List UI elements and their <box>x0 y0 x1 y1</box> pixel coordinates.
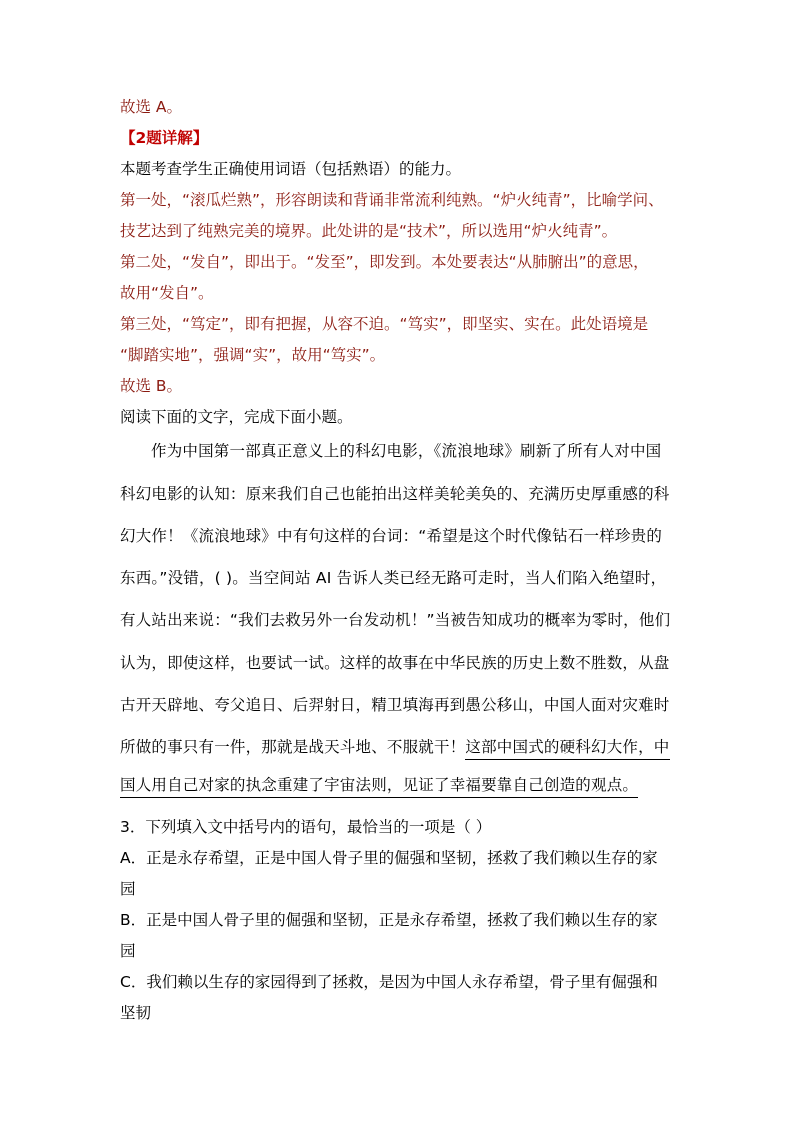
option-c-line-2: 坚韧 <box>120 1004 152 1022</box>
option-a-line-1: A．正是永存希望，正是中国人骨子里的倔强和坚韧，拯救了我们赖以生存的家 <box>120 849 658 867</box>
underlined-sentence-start: 这部中国式的硬科幻大作，中 <box>465 738 669 760</box>
analysis-point-1-line-2: 技艺达到了纯熟完美的境界。此处讲的是“技术”，所以选用“炉火纯青”。 <box>120 222 618 240</box>
passage-line-5: 有人站出来说：“我们去救另外一台发动机！”当被告知成功的概率为零时，他们 <box>120 611 671 629</box>
section-title: 【2题详解】 <box>120 129 209 147</box>
passage-line-7: 古开天辟地、夸父追日、后羿射日，精卫填海再到愚公移山，中国人面对灾难时 <box>120 696 670 714</box>
passage-line-2: 科幻电影的认知：原来我们自己也能拍出这样美轮美奂的、充满历史厚重感的科 <box>120 485 670 503</box>
analysis-point-2-line-1: 第二处，“发自”，即出于。“发至”，即发到。本处要表达“从肺腑出”的意思， <box>120 253 649 271</box>
passage-line-8 <box>120 737 670 757</box>
analysis-point-1-line-1: 第一处，“滚瓜烂熟”，形容朗读和背诵非常流利纯熟。“炉火纯青”，比喻学问、 <box>120 191 664 209</box>
passage-line-4: 东西。”没错，( )。当空间站 AI 告诉人类已经无路可走时，当人们陷入绝望时， <box>120 569 667 587</box>
analysis-intro: 本题考查学生正确使用词语（包括熟语）的能力。 <box>120 160 462 178</box>
option-b-line-2: 园 <box>120 942 136 960</box>
answer-choose-b: 故选 B。 <box>120 377 183 395</box>
analysis-point-2-line-2: 故用“发自”。 <box>120 284 214 302</box>
option-b-line-1: B．正是中国人骨子里的倔强和坚韧，正是永存希望，拯救了我们赖以生存的家 <box>120 911 658 929</box>
analysis-point-3-line-1: 第三处，“笃定”，即有把握，从容不迫。“笃实”，即坚实、实在。此处语境是 <box>120 315 649 333</box>
passage-line-8-text: 所做的事只有一件，那就是战天斗地、不服就干！ <box>120 738 466 756</box>
option-a-line-2: 园 <box>120 880 136 898</box>
answer-choose-a: 故选 A。 <box>120 98 183 116</box>
passage-line-6: 认为，即使这样，也要试一试。这样的故事在中华民族的历史上数不胜数，从盘 <box>120 654 670 672</box>
passage-line-9 <box>120 775 638 795</box>
reading-instruction: 阅读下面的文字，完成下面小题。 <box>120 408 353 426</box>
passage-line-1: 作为中国第一部真正意义上的科幻电影，《流浪地球》刷新了所有人对中国 <box>151 442 662 460</box>
analysis-point-3-line-2: “脚踏实地”，强调“实”，故用“笃实”。 <box>120 346 386 364</box>
passage-line-3: 幻大作！《流浪地球》中有句这样的台词：“希望是这个时代像钻石一样珍贵的 <box>120 527 663 545</box>
question-stem: 3．下列填入文中括号内的语句，最恰当的一项是（ ） <box>120 818 492 836</box>
option-c-line-1: C．我们赖以生存的家园得到了拯救，是因为中国人永存希望，骨子里有倔强和 <box>120 973 658 991</box>
underlined-sentence-end: 国人用自己对家的执念重建了宇宙法则，见证了幸福要靠自己创造的观点。 <box>120 776 638 798</box>
